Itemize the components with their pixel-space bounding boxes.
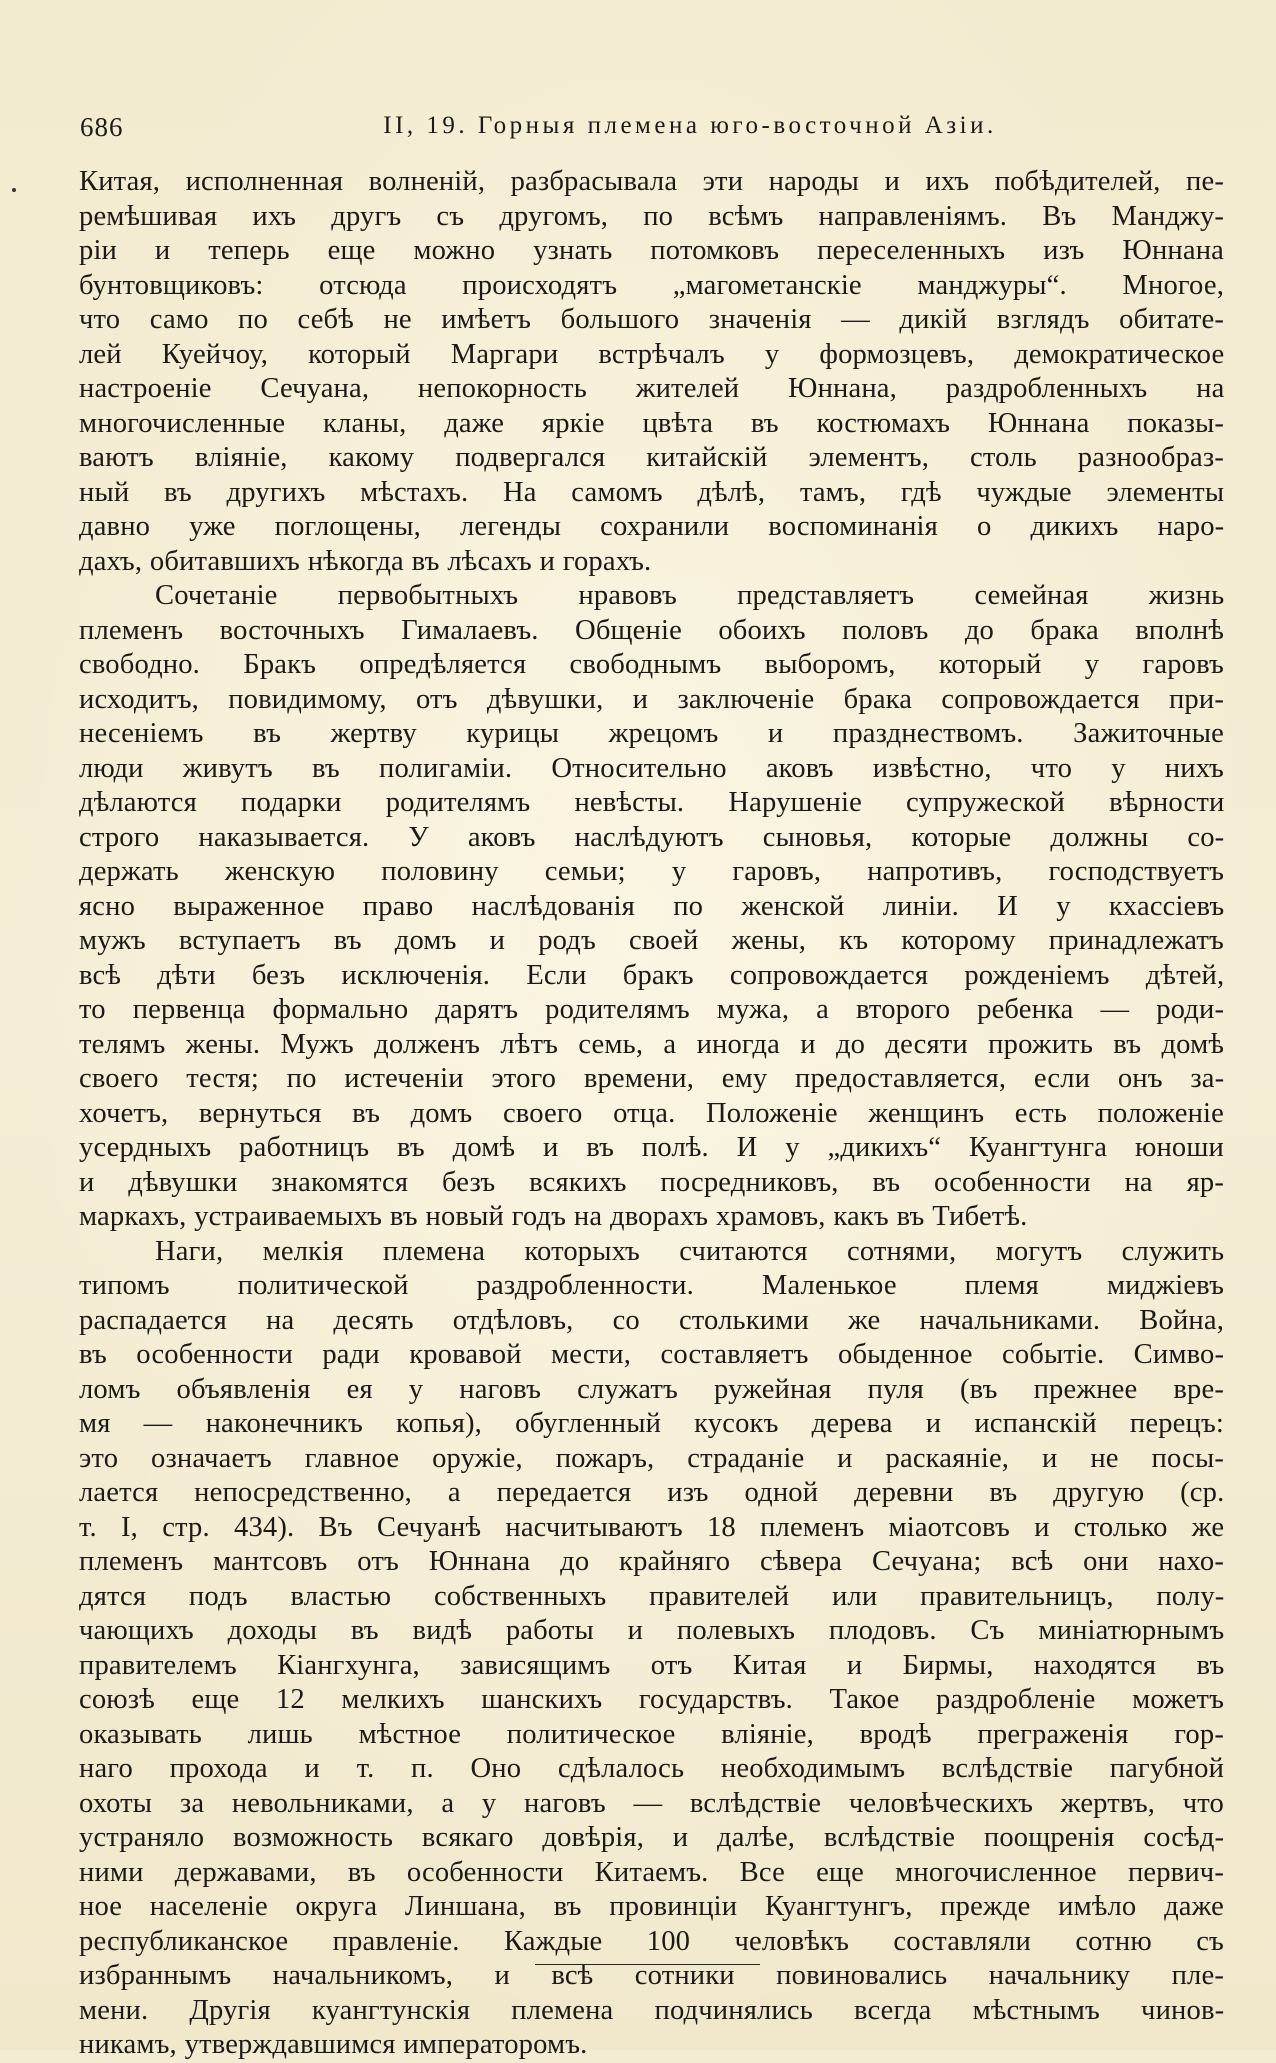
text-line: типомъ политической раздробленности. Маленькое племя миджіевъ [79,1270,1224,1301]
running-head: II, 19. Горныя племена юго-восточной Азіи. [383,112,997,139]
text-line: своего тестя; по истеченіи этого времени, ему предоставляется, если онъ за- [79,1063,1224,1094]
text-line: маркахъ, устраиваемыхъ въ новый годъ на дворахъ храмовъ, какъ въ Тибетѣ. [79,1201,1028,1232]
text-line: устраняло возможность всякаго довѣрія, и далѣе, вслѣдствіе поощренія сосѣд- [79,1822,1224,1853]
text-line: то первенца формально дарятъ родителямъ мужа, а второго ребенка — роди- [79,994,1224,1025]
text-line: дахъ, обитавшихъ нѣкогда въ лѣсахъ и горахъ. [79,545,652,577]
text-line: хочетъ, вернуться въ домъ своего отца. Положеніе женщинъ есть положеніе [79,1097,1224,1129]
text-line: правителемъ Кіангхунга, зависящимъ отъ Китая и Бирмы, находятся въ [79,1649,1224,1681]
text-line: Китая, исполненная волненій, разбрасывала эти народы и ихъ побѣдителей, пе- [79,166,1224,197]
body-text [79,165,1224,2063]
text-line: исходитъ, повидимому, отъ дѣвушки, и заключеніе брака сопровождается при- [79,683,1224,715]
text-line: лается непосредственно, а передается изъ одной деревни въ другую (ср. [79,1477,1224,1508]
end-rule [535,1964,760,1965]
text-line: лей Куейчоу, который Маргари встрѣчалъ у формозцевъ, демократическое [79,338,1224,370]
text-line: мужъ вступаетъ въ домъ и родъ своей жены, къ которому принадлежатъ [79,925,1224,956]
text-line: охоты за невольниками, а у наговъ — вслѣдствіе человѣческихъ жертвъ, что [79,1787,1224,1819]
text-line: ремѣшивая ихъ другъ съ другомъ, по всѣмъ направленіямъ. Въ Манджу- [79,200,1224,232]
text-line: никамъ, утверждавшимся императоромъ. [79,2029,588,2060]
text-line: племенъ мантсовъ отъ Юннана до крайняго сѣвера Сечуана; всѣ они нахо- [79,1546,1224,1577]
text-line: ріи и теперь еще можно узнать потомковъ переселенныхъ изъ Юннана [79,235,1224,266]
text-line: давно уже поглощены, легенды сохранили воспоминанія о дикихъ наро- [79,511,1224,542]
text-line: это означаетъ главное оружіе, пожаръ, страданіе и раскаяніе, и не посы- [79,1442,1224,1474]
page-number: 686 [80,112,124,142]
text-line: чающихъ доходы въ видѣ работы и полевыхъ плодовъ. Съ миніатюрнымъ [79,1615,1224,1646]
text-line: ное населеніе округа Линшана, въ провинціи Куангтунгъ, прежде имѣло даже [79,1891,1224,1922]
text-line: оказывать лишь мѣстное политическое вліяніе, вродѣ преграженія гор- [79,1718,1224,1750]
text-line: держать женскую половину семьи; у гаровъ, напротивъ, господствуетъ [79,856,1224,887]
text-line: бунтовщиковъ: отсюда происходятъ „магометанскіе манджуры“. Многое, [79,269,1224,301]
text-line: племенъ восточныхъ Гималаевъ. Общеніе обоихъ половъ до брака вполнѣ [79,614,1224,646]
text-line: республиканское правленіе. Каждые 100 человѣкъ составляли сотню съ [79,1925,1224,1957]
text-line: и дѣвушки знакомятся безъ всякихъ посредниковъ, въ особенности на яр- [79,1166,1224,1198]
text-line: мя — наконечникъ копья), обугленный кусокъ дерева и испанскій перецъ: [79,1408,1224,1439]
text-line: дятся подъ властью собственныхъ правителей или правительницъ, полу- [79,1580,1224,1612]
text-line: Наги, мелкія племена которыхъ считаются сотнями, могутъ служить [155,1235,1224,1267]
text-line: союзѣ еще 12 мелкихъ шанскихъ государствъ. Такое раздробленіе можетъ [79,1684,1224,1715]
paragraph [79,1235,1224,2063]
text-line: ломъ объявленія ея у наговъ служатъ ружейная пуля (въ прежнее вре- [79,1373,1224,1405]
text-line: ный въ другихъ мѣстахъ. На самомъ дѣлѣ, тамъ, гдѣ чуждые элементы [79,476,1224,508]
text-line: телямъ жены. Мужъ долженъ лѣтъ семь, а иногда и до десяти прожить въ домѣ [79,1028,1224,1060]
text-line: ваютъ вліяніе, какому подвергался китайскій элементъ, столь разнообраз- [79,442,1224,473]
text-line: въ особенности ради кровавой мести, составляетъ обыденное событіе. Симво- [79,1339,1224,1370]
text-line: Сочетаніе первобытныхъ нравовъ представляетъ семейная жизнь [155,580,1224,611]
text-line: всѣ дѣти безъ исключенія. Если бракъ сопровождается рожденіемъ дѣтей, [79,959,1224,991]
text-line: ними державами, въ особенности Китаемъ. Все еще многочисленное первич- [79,1856,1224,1888]
text-line: т. I, стр. 434). Въ Сечуанѣ насчитываютъ 18 племенъ міаотсовъ и столько же [79,1511,1224,1543]
text-line: многочисленные кланы, даже яркіе цвѣта въ костюмахъ Юннана показы- [79,407,1224,439]
paragraph [79,579,1224,1235]
margin-mark [12,188,16,192]
text-line: люди живутъ въ полигаміи. Относительно аковъ извѣстно, что у нихъ [79,752,1224,784]
text-line: несеніемъ въ жертву курицы жрецомъ и празднествомъ. Зажиточные [79,718,1224,749]
text-line: строго наказывается. У аковъ наслѣдуютъ сыновья, которые должны со- [79,821,1224,853]
text-line: распадается на десять отдѣловъ, со столькими же начальниками. Война, [79,1304,1224,1336]
text-line: мени. Другія куангтунскія племена подчинялись всегда мѣстнымъ чинов- [79,1994,1224,2026]
text-line: избраннымъ начальникомъ, и всѣ сотники повиновались начальнику пле- [79,1960,1224,1991]
text-line: что само по себѣ не имѣетъ большого значенія — дикій взглядъ обитате- [79,304,1224,335]
paragraph [79,165,1224,579]
text-line: наго прохода и т. п. Оно сдѣлалось необходимымъ вслѣдствіе пагубной [79,1753,1224,1784]
text-line: дѣлаются подарки родителямъ невѣсты. Нарушеніе супружеской вѣрности [79,787,1224,818]
text-line: усердныхъ работницъ въ домѣ и въ полѣ. И у „дикихъ“ Куангтунга юноши [79,1132,1224,1163]
text-line: настроеніе Сечуана, непокорность жителей Юннана, раздробленныхъ на [79,373,1224,404]
text-line: ясно выраженное право наслѣдованія по женской линіи. И у кхассіевъ [79,890,1224,922]
text-line: свободно. Бракъ опредѣляется свободнымъ выборомъ, который у гаровъ [79,649,1224,680]
page-header [80,112,1230,152]
